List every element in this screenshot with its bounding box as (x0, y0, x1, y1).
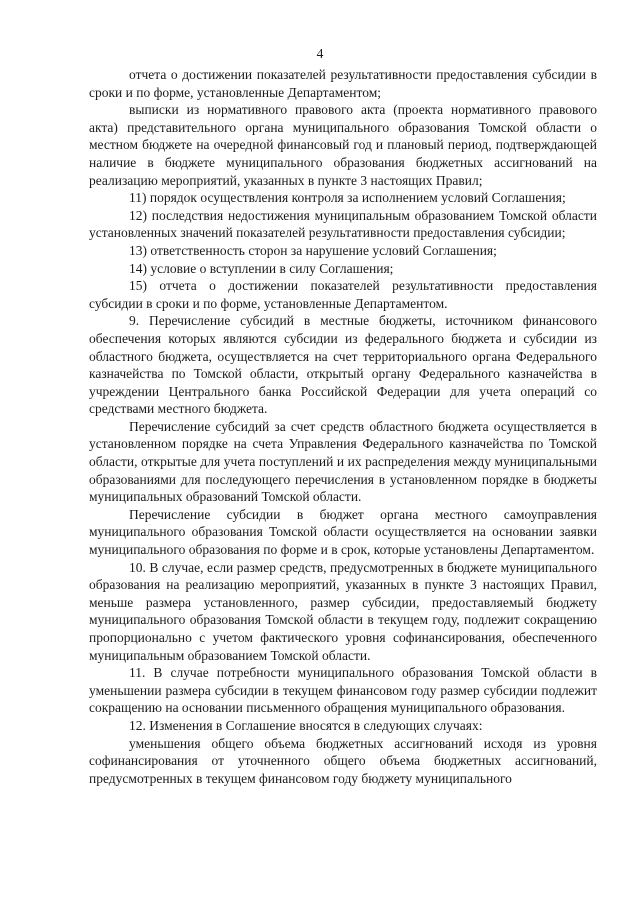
paragraph-item-14: 14) условие о вступлении в силу Соглашения; (129, 260, 394, 276)
paragraph-item-13: 13) ответственность сторон за нарушение условий Соглашения; (129, 242, 497, 258)
paragraph-clause-9: 9. Перечисление субсидий в местные бюджеты, источником финансового обеспечения которых являются субсидии из федерального бюджета и субсидии из областного бюджета, осуществляется на счет территориального органа Федерального казначейства по Томской области, открытый органу Федерального казначейства в учреждении Центрального банка Российской Федерации для учета операций со средствами местного бюджета. (89, 313, 597, 417)
paragraph-clause-9-application: Перечисление субсидии в бюджет органа местного самоуправления муниципального образования Томской области осуществляется на основании заявки муниципального образования по форме и в срок, которые установлены Департаментом. (89, 506, 597, 558)
paragraph-item-15: 15) отчета о достижении показателей результативности предоставления субсидии в сроки и по форме, установленные Департаментом. (89, 278, 597, 311)
document-body (89, 66, 597, 787)
paragraph-clause-9-regional-transfer: Перечисление субсидий за счет средств областного бюджета осуществляется в установленном порядке на счета Управления Федерального казначейства по Томской области, открытые для учета поступлений и их распределения между муниципальными образованиями для последующего перечисления в установленном порядке в бюджеты муниципальных образований Томской области. (89, 418, 597, 505)
paragraph-clause-12: 12. Изменения в Соглашение вносятся в следующих случаях: (129, 717, 483, 733)
paragraph-budget-extract-item: выписки из нормативного правового акта (проекта нормативного правового акта) представительного органа муниципального образования Томской области о местном бюджете на очередной финансовый год и плановый период, подтверждающей наличие в бюджете муниципального образования бюджетных ассигнований на реализацию мероприятий, указанных в пункте 3 настоящих Правил; (89, 102, 597, 188)
paragraph-report-item: отчета о достижении показателей результативности предоставления субсидии в сроки и по форме, установленные Департаментом; (89, 67, 597, 100)
paragraph-clause-11: 11. В случае потребности муниципального образования Томской области в уменьшении размера субсидии в текущем финансовом году размер субсидии подлежит сокращению на основании письменного обращения муниципального образования. (89, 665, 597, 716)
page-number: 4 (316, 46, 324, 61)
paragraph-item-11: 11) порядок осуществления контроля за исполнением условий Соглашения; (129, 190, 566, 206)
paragraph-clause-12-reduction: уменьшения общего объема бюджетных ассигнований исходя из уровня софинансирования от уточненного общего объема бюджетных ассигнований, предусмотренных в текущем финансовом году бюджету муниципального (89, 735, 597, 786)
paragraph-clause-10: 10. В случае, если размер средств, предусмотренных в бюджете муниципального образования на реализацию мероприятий, указанных в пункте 3 настоящих Правил, меньше размера установленного, размер субсидии, предоставляемый бюджету муниципального образования Томской области в текущем году, подлежит сокращению пропорционально с учетом фактического уровня софинансирования, обеспеченного муниципальным образованием Томской области. (89, 559, 597, 663)
paragraph-item-12: 12) последствия недостижения муниципальным образованием Томской области установленных значений показателей результативности предоставления субсидии; (89, 207, 597, 241)
